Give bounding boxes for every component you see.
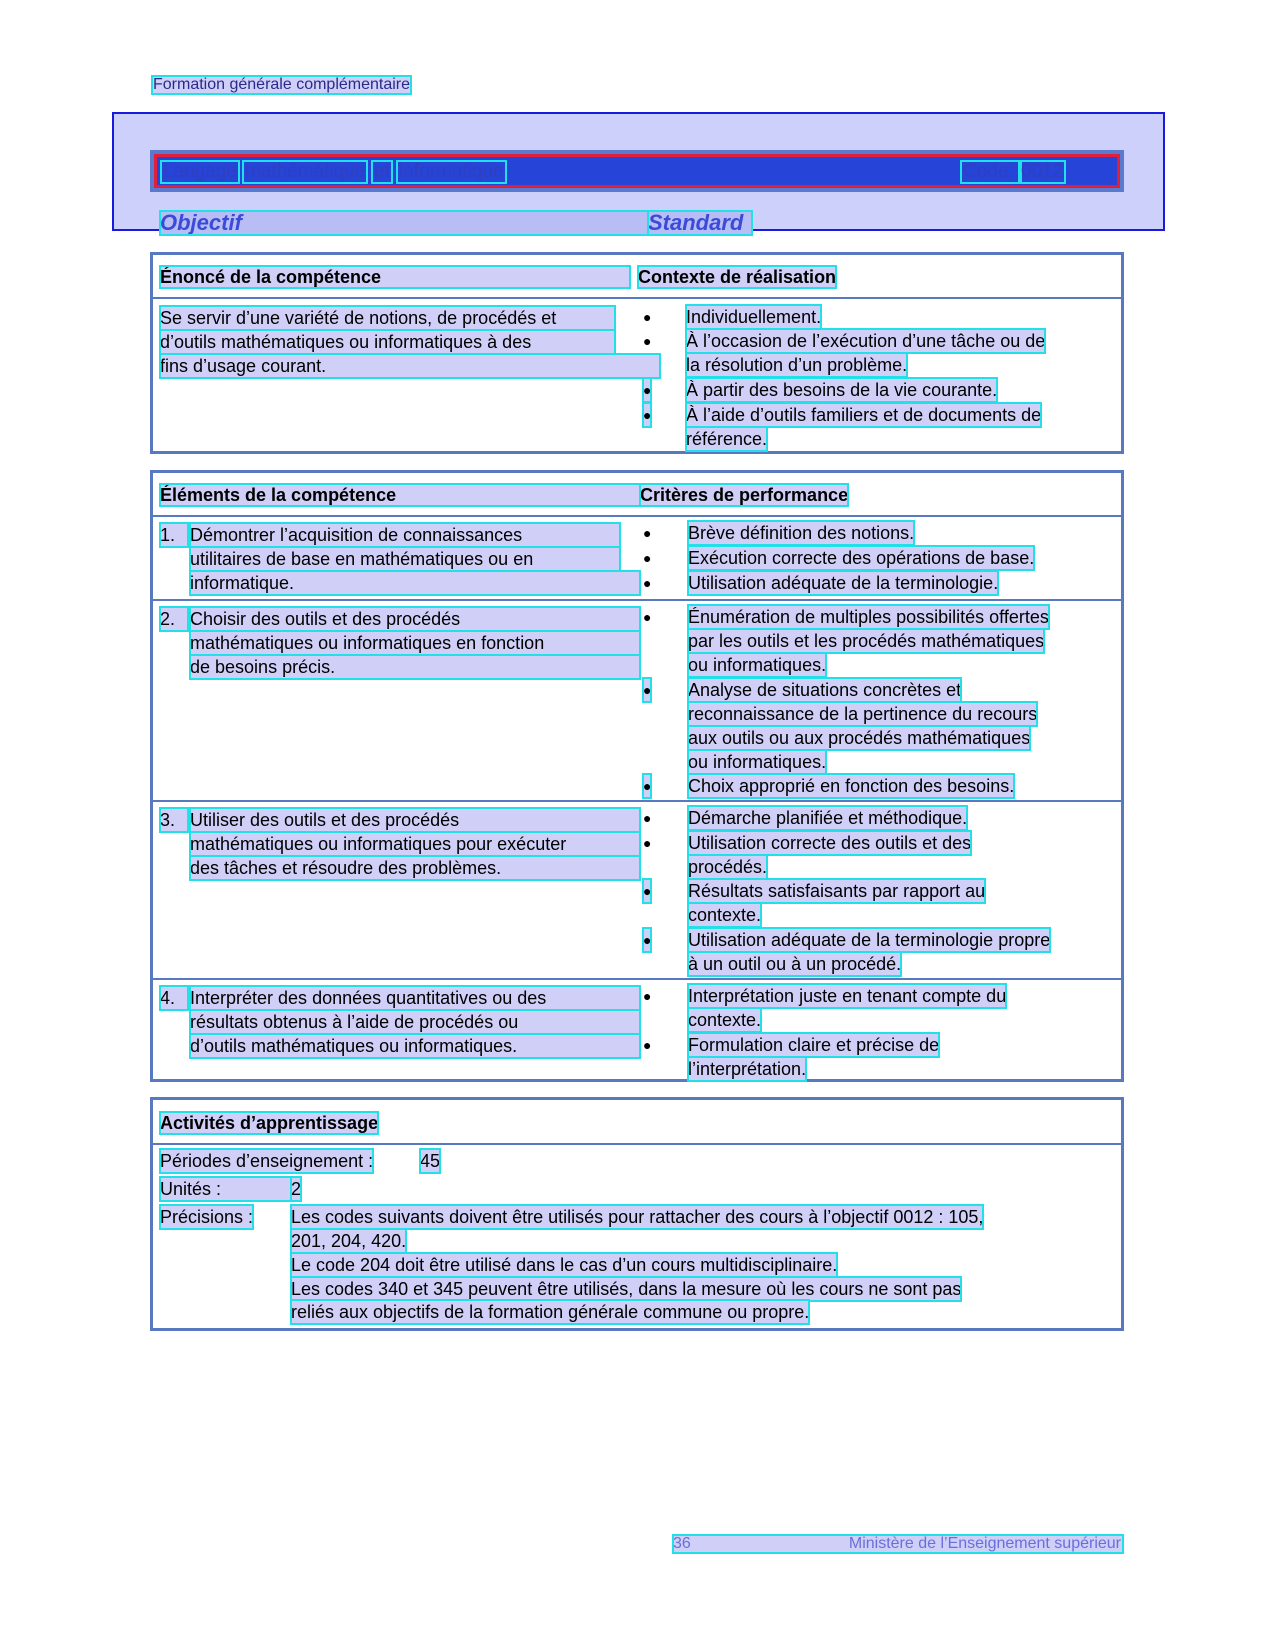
element-line: Utiliser des outils et des procédés	[190, 808, 640, 832]
element-line: utilitaires de base en mathématiques ou en	[190, 547, 620, 571]
context-heading: Contexte de réalisation	[638, 267, 837, 287]
competence-heading: Énoncé de la compétence	[160, 266, 630, 288]
divider	[153, 1143, 1121, 1145]
element-number: 4.	[160, 986, 188, 1010]
divider	[153, 978, 1121, 980]
criterion-line: l’interprétation.	[688, 1059, 807, 1079]
criterion-line: Formulation claire et précise de	[688, 1035, 940, 1055]
code-label: Code :	[963, 161, 1019, 182]
bullet-icon: ●	[643, 774, 651, 798]
element-number: 2.	[160, 607, 188, 631]
criterion-line: Analyse de situations concrètes et	[688, 680, 962, 700]
criterion-line: ou informatiques.	[688, 655, 827, 675]
context-line: Individuellement.	[686, 307, 822, 327]
element-line: Démontrer l’acquisition de connaissances	[190, 523, 620, 547]
criterion-line: Exécution correcte des opérations de base.	[688, 548, 1035, 568]
criterion-line: Brève définition des notions.	[688, 523, 915, 543]
context-line: la résolution d’un problème.	[686, 355, 908, 375]
criterion-line: Choix approprié en fonction des besoins.	[688, 776, 1015, 796]
periodes-label: Périodes d’enseignement :	[160, 1151, 374, 1171]
title-word: mathématique	[245, 161, 366, 182]
criterion-line: ou informatiques.	[688, 752, 827, 772]
bullet-icon: ●	[643, 333, 652, 349]
title-bar	[150, 150, 1124, 192]
criterion-line: aux outils ou aux procédés mathématiques	[688, 728, 1031, 748]
element-line: des tâches et résoudre des problèmes.	[190, 856, 640, 880]
criterion-line: Utilisation correcte des outils et des	[688, 833, 972, 853]
precisions-line: Les codes 340 et 345 peuvent être utilisés, dans la mesure où les cours ne sont pas	[291, 1279, 962, 1299]
bullet-icon: ●	[643, 678, 651, 702]
context-line: référence.	[686, 429, 768, 449]
divider	[153, 599, 1121, 601]
bullet-icon: ●	[643, 309, 652, 325]
bullet-icon: ●	[643, 988, 652, 1004]
criterion-line: Interprétation juste en tenant compte du	[688, 986, 1007, 1006]
precisions-label: Précisions :	[160, 1207, 254, 1227]
objectif-label: Objectif	[160, 211, 648, 235]
context-line: À l’aide d’outils familiers et de documents de	[686, 405, 1042, 425]
element-line: de besoins précis.	[190, 655, 640, 679]
competence-statement-line: d’outils mathématiques ou informatiques à des	[160, 330, 615, 354]
criterion-line: contexte.	[688, 1010, 762, 1030]
bullet-icon: ●	[643, 525, 652, 541]
element-line: mathématiques ou informatiques en fonction	[190, 631, 640, 655]
element-line: Choisir des outils et des procédés	[190, 607, 640, 631]
code-value: 0012	[1021, 161, 1064, 182]
competence-statement-line: fins d’usage courant.	[160, 354, 660, 378]
title-word: Langage	[163, 161, 237, 182]
element-number: 1.	[160, 523, 188, 547]
criterion-line: procédés.	[688, 857, 768, 877]
precisions-line: reliés aux objectifs de la formation générale commune ou propre.	[291, 1302, 810, 1322]
element-line: mathématiques ou informatiques pour exécuter	[190, 832, 640, 856]
bullet-icon: ●	[643, 378, 651, 402]
ministry-name: Ministère de l’Enseignement supérieur	[848, 1535, 1121, 1552]
periodes-value: 45	[420, 1151, 441, 1171]
criterion-line: Résultats satisfaisants par rapport au	[688, 881, 986, 901]
divider	[153, 297, 1121, 299]
element-line: d’outils mathématiques ou informatiques.	[190, 1034, 640, 1058]
bullet-icon: ●	[643, 609, 652, 625]
bullet-icon: ●	[643, 550, 652, 566]
title-word: informatique	[399, 161, 504, 182]
activities-heading: Activités d’apprentissage	[160, 1113, 379, 1133]
bullet-icon: ●	[643, 403, 651, 427]
divider	[153, 515, 1121, 517]
bullet-icon: ●	[643, 835, 652, 851]
elements-heading: Éléments de la compétence	[160, 484, 640, 506]
bullet-icon: ●	[643, 928, 651, 952]
criterion-line: à un outil ou à un procédé.	[688, 954, 902, 974]
element-line: informatique.	[190, 571, 640, 595]
context-line: À partir des besoins de la vie courante.	[686, 380, 998, 400]
element-line: résultats obtenus à l’aide de procédés ou	[190, 1010, 640, 1034]
title-bar-inner	[154, 154, 1120, 188]
precisions-line: Le code 204 doit être utilisé dans le cas d’un cours multidisciplinaire.	[291, 1255, 838, 1275]
title-word: et	[374, 161, 390, 182]
element-line: Interpréter des données quantitatives ou des	[190, 986, 640, 1010]
unites-label: Unités :	[160, 1177, 300, 1201]
standard-label: Standard	[648, 211, 752, 235]
context-line: À l’occasion de l’exécution d’une tâche ou de	[686, 331, 1046, 351]
running-header: Formation générale complémentaire	[153, 76, 411, 93]
competence-statement-line: Se servir d’une variété de notions, de procédés et	[160, 306, 615, 330]
unites-value: 2	[291, 1179, 302, 1199]
precisions-line: Les codes suivants doivent être utilisés pour rattacher des cours à l’objectif 0012 : 105,	[291, 1207, 984, 1227]
page-number: 36	[673, 1535, 691, 1552]
criterion-line: Énumération de multiples possibilités offertes	[688, 607, 1049, 627]
criterion-line: reconnaissance de la pertinence du recours	[688, 704, 1038, 724]
divider	[153, 800, 1121, 802]
criterion-line: contexte.	[688, 905, 762, 925]
bullet-icon: ●	[643, 575, 652, 591]
footer	[673, 1535, 1123, 1553]
criteria-heading: Critères de performance	[640, 485, 849, 505]
precisions-line: 201, 204, 420.	[291, 1231, 407, 1251]
bullet-icon: ●	[643, 810, 652, 826]
criterion-line: par les outils et les procédés mathématiques	[688, 631, 1045, 651]
criterion-line: Utilisation adéquate de la terminologie propre	[688, 930, 1051, 950]
bullet-icon: ●	[643, 879, 651, 903]
criterion-line: Utilisation adéquate de la terminologie.	[688, 573, 999, 593]
element-number: 3.	[160, 808, 188, 832]
criterion-line: Démarche planifiée et méthodique.	[688, 808, 968, 828]
bullet-icon: ●	[643, 1037, 652, 1053]
